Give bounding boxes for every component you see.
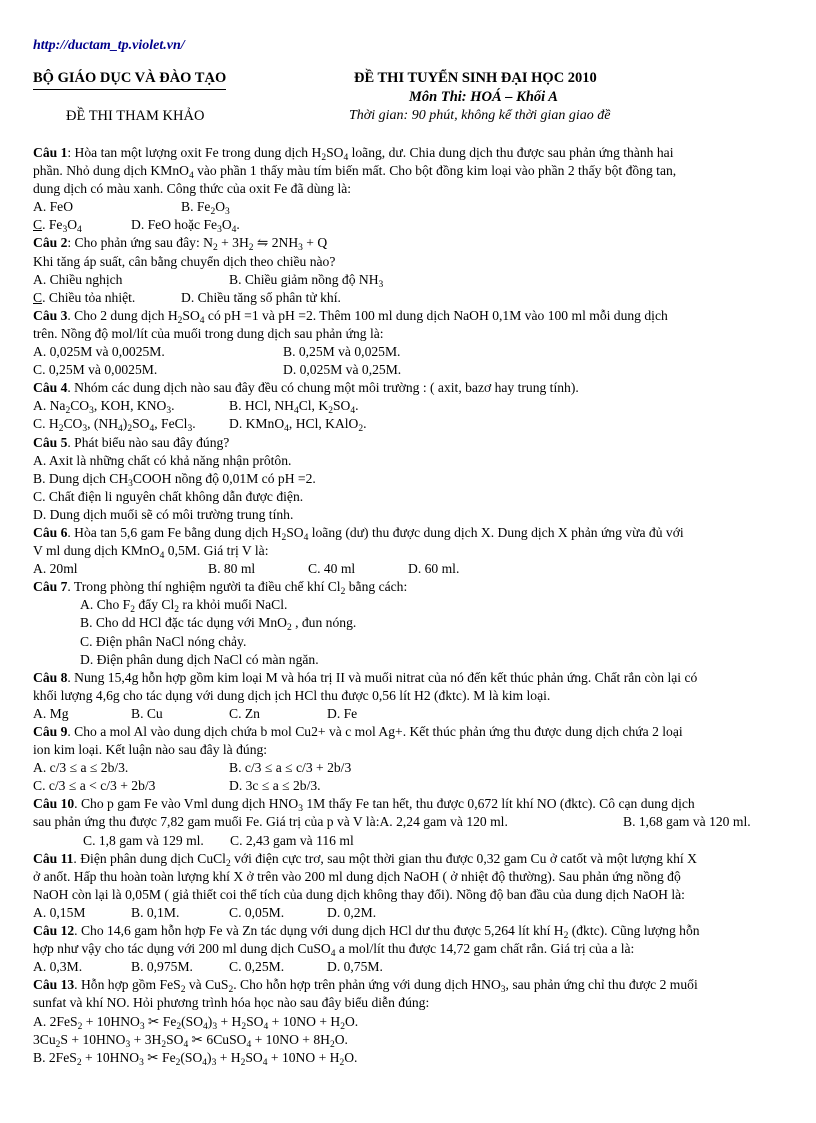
question-7-option-b: B. Cho dd HCl đặc tác dụng với MnO$_2$ , đun nóng. xyxy=(80,615,357,634)
source-link[interactable]: http://ductam_tp.violet.vn/ xyxy=(33,38,185,53)
question-9-line2: ion kim loại. Kết luận nào sau đây là đúng: xyxy=(33,742,268,758)
question-7: Câu 7. Trong phòng thí nghiệm người ta điều chế khí $Cl_2$ bằng cách: xyxy=(33,579,408,598)
question-12-options: A. 0,3M. B. 0,975M. C. 0,25M. D. 0,75M. xyxy=(33,959,383,975)
question-5: Câu 5. Phát biểu nào sau đây đúng? xyxy=(33,434,230,450)
question-13: Câu 13. Hỗn hợp gồm FeS$_2$ và CuS$_2$. Cho hỗn hợp trên phản ứng với dung dịch $HNO_3$, sau phản ứng chỉ thu được 2 muối xyxy=(33,977,698,996)
question-12-line2: hợp như vậy cho tác dụng với 200 ml dung dịch CuSO$_4$ a mol/lít thu được 14,72 gam chất rắn. Giá trị của a là: xyxy=(33,941,635,960)
question-13-equation-cu: $3Cu_2S + 10HNO_3 + 3H_2SO_4$ ✂ 6CuSO$_4$ + $10NO + 8H_2O$. xyxy=(33,1031,348,1050)
question-3-options-cd: C. 0,25M và 0,0025M. D. 0,025M và 0,25M. xyxy=(33,362,402,378)
question-11-line2: ở anốt. Hấp thu hoàn toàn lượng khí X ở trên vào 200 ml dung dịch NaOH ( ở nhiệt độ thường). Sau phản ứng nồng độ xyxy=(33,868,681,884)
exam-body xyxy=(33,144,785,1067)
question-8-line2: khối lượng 4,6g cho tác dụng với dung dịch ịch HCl thu được 0,56 lít H2 (đktc). M là kim loại. xyxy=(33,687,551,703)
question-9-options-cd: C. c/3 ≤ a < c/3 + 2b/3 D. 3c ≤ a ≤ 2b/3. xyxy=(33,778,321,794)
question-13-line2: sunfat và khí NO. Hỏi phương trình hóa học nào sau đây biểu diễn đúng: xyxy=(33,995,430,1011)
question-11: Câu 11. Điện phân dung dịch CuCl$_2$ với điện cực trơ, sau một thời gian thu được 0,32 gam Cu ở catốt và một lượng khí X xyxy=(33,850,697,869)
question-3: Câu 3. Cho 2 dung dịch $H_2SO_4$ có pH =1 và pH =2. Thêm 100 ml dung dịch NaOH 0,1M vào 100 ml mỗi dung dịch xyxy=(33,307,668,326)
question-6-options: A. 20ml B. 80 ml C. 40 ml D. 60 ml. xyxy=(33,561,460,577)
question-7-option-c: C. Điện phân NaCl nóng chảy. xyxy=(80,633,247,649)
question-11-line3: NaOH còn lại là 0,05M ( giả thiết coi thể tích của dung dịch không thay đổi). Nồng độ ban đầu của dung dịch NaOH là: xyxy=(33,886,685,902)
question-1-options-ab: A. FeO B. $Fe_2O_3$ xyxy=(33,199,230,218)
question-13-option-b: B. $2FeS_2 + 10HNO_3$ ✂ $Fe_2(SO_4)_3 + H_2SO_4 + 10NO + H_2O$. xyxy=(33,1049,358,1068)
exam-type: ĐỀ THI THAM KHẢO xyxy=(66,108,205,124)
question-1-line3: dung dịch có màu xanh. Công thức của oxit Fe đã dùng là: xyxy=(33,181,352,197)
question-9: Câu 9. Cho a mol Al vào dung dịch chứa b mol Cu2+ và c mol Ag+. Kết thúc phản ứng thu được dung dịch chứa 2 loại xyxy=(33,724,683,739)
question-10: Câu 10. Cho p gam Fe vào Vml dung dịch $HNO_3$ 1M thấy Fe tan hết, thu được 0,672 lít khí NO (đktc). Cô cạn dung dịch xyxy=(33,796,695,815)
question-7-option-a: A. Cho $F_2$ đẩy $Cl_2$ ra khỏi muối NaCl. xyxy=(80,597,288,616)
question-11-options: A. 0,15M B. 0,1M. C. 0,05M. D. 0,2M. xyxy=(33,904,377,920)
question-2: Câu 2: Cho phản ứng sau đây: $N_2 + 3H_2$ ⇋ $2NH_3 + Q$ xyxy=(33,235,328,254)
question-1: Câu 1: Hòa tan một lượng oxit Fe trong dung dịch $H_2SO_4$ loãng, dư. Chia dung dịch thu được sau phản ứng thành hai xyxy=(33,145,674,163)
question-5-option-c: C. Chất điện li nguyên chất không dẫn được điện. xyxy=(33,488,304,504)
question-4-options-cd: C. $H_2CO_3$, $(NH_4)_2SO_4$, FeCl$_3$. D. KMnO$_4$, HCl, KAlO$_2$. xyxy=(33,416,367,435)
question-1-options-cd: C. $Fe_3O_4$ D. FeO hoặc $Fe_3O_4$. xyxy=(33,217,240,236)
question-13-option-a: A. $2FeS_2 + 10HNO_3$ ✂ $Fe_2(SO_4)_3 + H_2SO_4 + 10NO + H_2O$. xyxy=(33,1013,359,1032)
question-10-options-cd: C. 1,8 gam và 129 ml. C. 2,43 gam và 116 ml xyxy=(83,832,354,848)
question-5-option-d: D. Dung dịch muối sẽ có môi trường trung tính. xyxy=(33,506,294,522)
question-6: Câu 6. Hòa tan 5,6 gam Fe bằng dung dịch $H_2SO_4$ loãng (dư) thu được dung dịch X. Dung dịch X phản ứng vừa đủ với xyxy=(33,524,684,543)
question-2-options-cd: C. Chiều tỏa nhiệt. D. Chiều tăng số phân tử khí. xyxy=(33,289,341,305)
question-12: Câu 12. Cho 14,6 gam hỗn hợp Fe và Zn tác dụng với dung dịch HCl dư thu được 5,264 lít khí $H_2$ (đktc). Cũng lượng hỗn xyxy=(33,923,700,942)
exam-duration: Thời gian: 90 phút, không kể thời gian giao đề xyxy=(349,108,611,123)
question-4-options-ab: A. $Na_2CO_3$, KOH, $KNO_3$. B. HCl, $NH_4Cl$, $K_2SO_4$. xyxy=(33,398,359,417)
question-2-line2: Khi tăng áp suất, cân bằng chuyển dịch theo chiều nào? xyxy=(33,253,336,269)
question-2-options-ab: A. Chiều nghịch B. Chiều giảm nồng độ $NH_3$ xyxy=(33,271,384,290)
question-6-line2: V ml dung dịch KMnO$_4$ 0,5M. Giá trị V là: xyxy=(33,543,269,562)
question-3-line2: trên. Nồng độ mol/lít của muối trong dung dịch sau phản ứng là: xyxy=(33,325,384,341)
ministry-heading: BỘ GIÁO DỤC VÀ ĐÀO TẠO xyxy=(33,70,226,90)
exam-subject: Môn Thi: HOÁ – Khối A xyxy=(409,89,558,105)
question-8: Câu 8. Nung 15,4g hỗn hợp gồm kim loại M và hóa trị II và muối nitrat của nó đến kết thúc phản ứng. Chất rắn còn lại có xyxy=(33,669,698,685)
question-5-option-b: B. Dung dịch $CH_3COOH$ nồng độ 0,01M có pH =2. xyxy=(33,470,316,489)
question-4: Câu 4. Nhóm các dung dịch nào sau đây đều có chung một môi trường : ( axit, bazơ hay trung tính). xyxy=(33,380,579,396)
question-8-options: A. Mg B. Cu C. Zn D. Fe xyxy=(33,705,358,721)
exam-title: ĐỀ THI TUYỂN SINH ĐẠI HỌC 2010 xyxy=(354,70,597,86)
question-1-line2: phần. Nhỏ dung dịch KMnO$_4$ vào phần 1 thấy màu tím biến mất. Cho bột đồng kim loại vào phần 2 thấy bột đồng tan, xyxy=(33,163,677,182)
question-9-options-ab: A. c/3 ≤ a ≤ 2b/3. B. c/3 ≤ a ≤ c/3 + 2b/3 xyxy=(33,760,352,776)
question-10-line2: sau phản ứng thu được 7,82 gam muối Fe. Giá trị của p và V là:A. 2,24 gam và 120 ml. B. 1,68 gam và 120 ml. xyxy=(33,814,751,830)
question-7-option-d: D. Điện phân dung dịch NaCl có màn ngăn. xyxy=(80,651,319,667)
question-5-option-a: A. Axit là những chất có khả năng nhận prôtôn. xyxy=(33,452,292,468)
question-3-options-ab: A. 0,025M và 0,0025M. B. 0,25M và 0,025M. xyxy=(33,344,401,360)
